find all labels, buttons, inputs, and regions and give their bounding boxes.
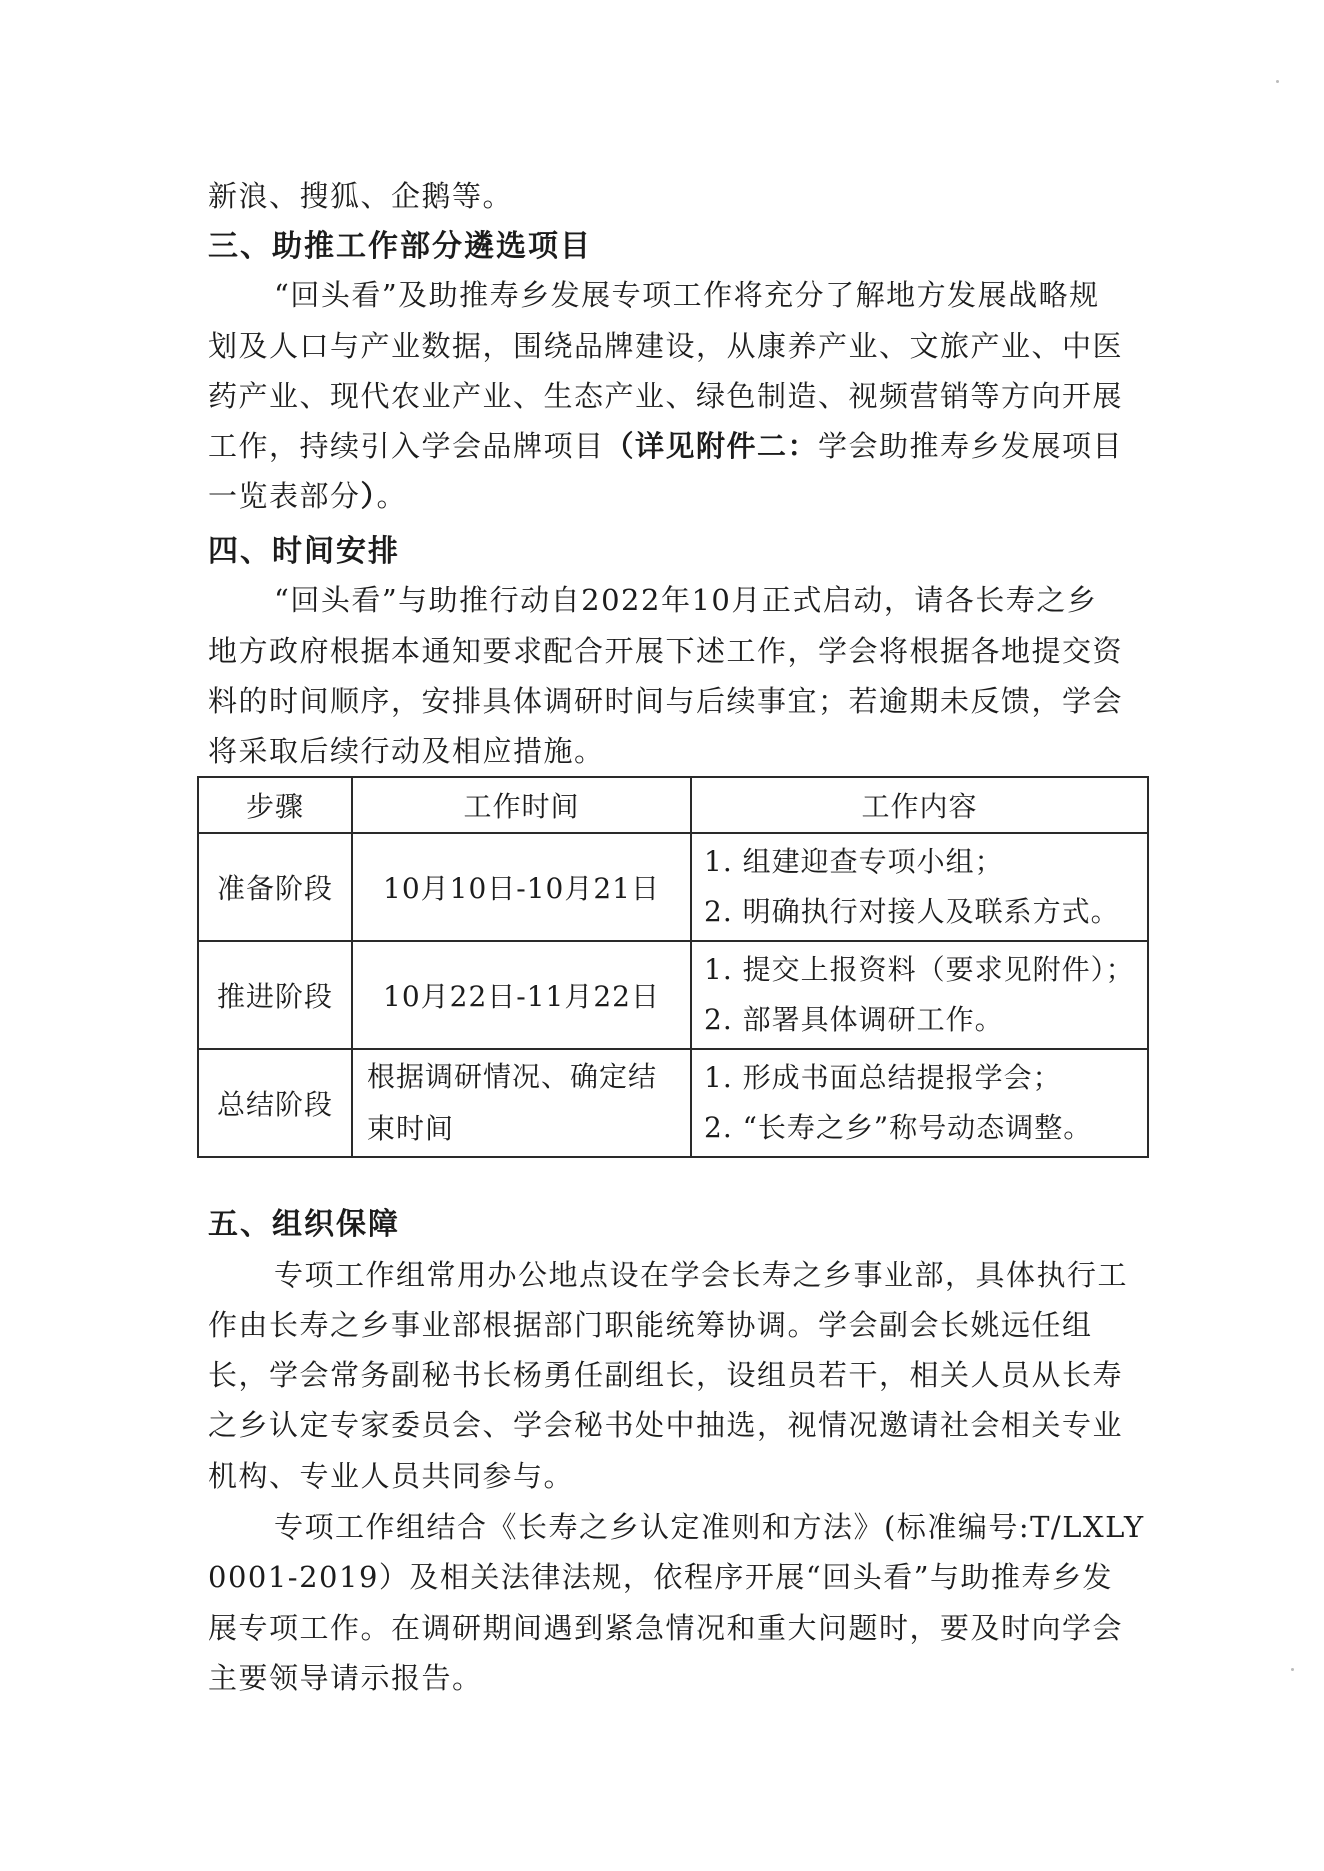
- content-item: 1. 形成书面总结提报学会；: [704, 1061, 1062, 1094]
- time-cell: 10月10日-10月21日: [352, 833, 691, 941]
- text-run: 学会助推寿乡发展项目: [818, 429, 1124, 463]
- section-heading-4: 四、时间安排: [208, 534, 400, 569]
- text-run: 工作，持续引入学会品牌项目: [208, 429, 605, 463]
- paragraph-line: “回头看”及助推寿乡发展专项工作将充分了解地方发展战略规: [274, 278, 1100, 312]
- text-run-bold: ）: [360, 479, 377, 513]
- content-cell: [691, 941, 1148, 1049]
- table-header-row: [198, 777, 1148, 833]
- paragraph-line: “回头看”与助推行动自2022年10月正式启动，请各长寿之乡: [274, 583, 1098, 617]
- paragraph-line: 专项工作组常用办公地点设在学会长寿之乡事业部，具体执行工: [274, 1258, 1129, 1292]
- content-item: 2. “长寿之乡”称号动态调整。: [704, 1111, 1093, 1144]
- content-item: 2. 部署具体调研工作。: [704, 1003, 1004, 1036]
- paragraph-line: [208, 476, 407, 516]
- header-step: 步骤: [198, 777, 352, 833]
- paragraph-line: 料的时间顺序，安排具体调研时间与后续事宜；若逾期未反馈，学会: [208, 684, 1124, 718]
- header-content: 工作内容: [691, 777, 1148, 833]
- paragraph-line: 机构、专业人员共同参与。: [208, 1459, 575, 1493]
- scan-speck: [1291, 1668, 1294, 1671]
- step-cell: 准备阶段: [198, 833, 352, 941]
- time-cell-line: 束时间: [367, 1112, 455, 1145]
- content-item: 1. 提交上报资料（要求见附件）；: [704, 953, 1135, 986]
- text-run: 。: [376, 479, 408, 513]
- table-row: [198, 941, 1148, 1049]
- time-cell-line: 根据调研情况、确定结: [367, 1060, 658, 1093]
- paragraph-line: 作由长寿之乡事业部根据部门职能统筹协调。学会副会长姚远任组: [208, 1308, 1093, 1342]
- paragraph-line: 主要领导请示报告。: [208, 1661, 483, 1695]
- section-heading-5: 五、组织保障: [208, 1207, 400, 1242]
- step-cell: 总结阶段: [198, 1049, 352, 1157]
- table-row: [198, 833, 1148, 941]
- content-cell: [691, 1049, 1148, 1157]
- paragraph-line: 新浪、搜狐、企鹅等。: [208, 179, 514, 213]
- step-cell: 推进阶段: [198, 941, 352, 1049]
- paragraph-line: 地方政府根据本通知要求配合开展下述工作，学会将根据各地提交资: [208, 634, 1124, 668]
- content-cell: [691, 833, 1148, 941]
- paragraph-line: 专项工作组结合《长寿之乡认定准则和方法》(标准编号:T/LXLY: [274, 1510, 1145, 1544]
- header-time: 工作时间: [352, 777, 691, 833]
- paragraph-line: 展专项工作。在调研期间遇到紧急情况和重大问题时，要及时向学会: [208, 1611, 1124, 1645]
- content-item: 1. 组建迎查专项小组；: [704, 845, 1004, 878]
- paragraph-line: 将采取后续行动及相应措施。: [208, 734, 605, 768]
- section-heading-3: 三、助推工作部分遴选项目: [208, 229, 592, 264]
- time-cell: [352, 1049, 691, 1157]
- paragraph-line: 药产业、现代农业产业、生态产业、绿色制造、视频营销等方向开展: [208, 379, 1124, 413]
- text-run: 一览表部分: [208, 479, 361, 513]
- paragraph-line: 之乡认定专家委员会、学会秘书处中抽选，视情况邀请社会相关专业: [208, 1408, 1124, 1442]
- time-cell: 10月22日-11月22日: [352, 941, 691, 1049]
- table-row: [198, 1049, 1148, 1157]
- paragraph-line: 长，学会常务副秘书长杨勇任副组长，设组员若干，相关人员从长寿: [208, 1358, 1124, 1392]
- schedule-table: [197, 776, 1149, 1158]
- paragraph-line: [208, 426, 1123, 466]
- scan-speck: [1276, 80, 1279, 83]
- paragraph-line: 划及人口与产业数据，围绕品牌建设，从康养产业、文旅产业、中医: [208, 329, 1124, 363]
- paragraph-line: 0001-2019）及相关法律法规，依程序开展“回头看”与助推寿乡发: [208, 1560, 1114, 1594]
- content-item: 2. 明确执行对接人及联系方式。: [704, 895, 1120, 928]
- text-run-bold: （详见附件二：: [604, 429, 819, 463]
